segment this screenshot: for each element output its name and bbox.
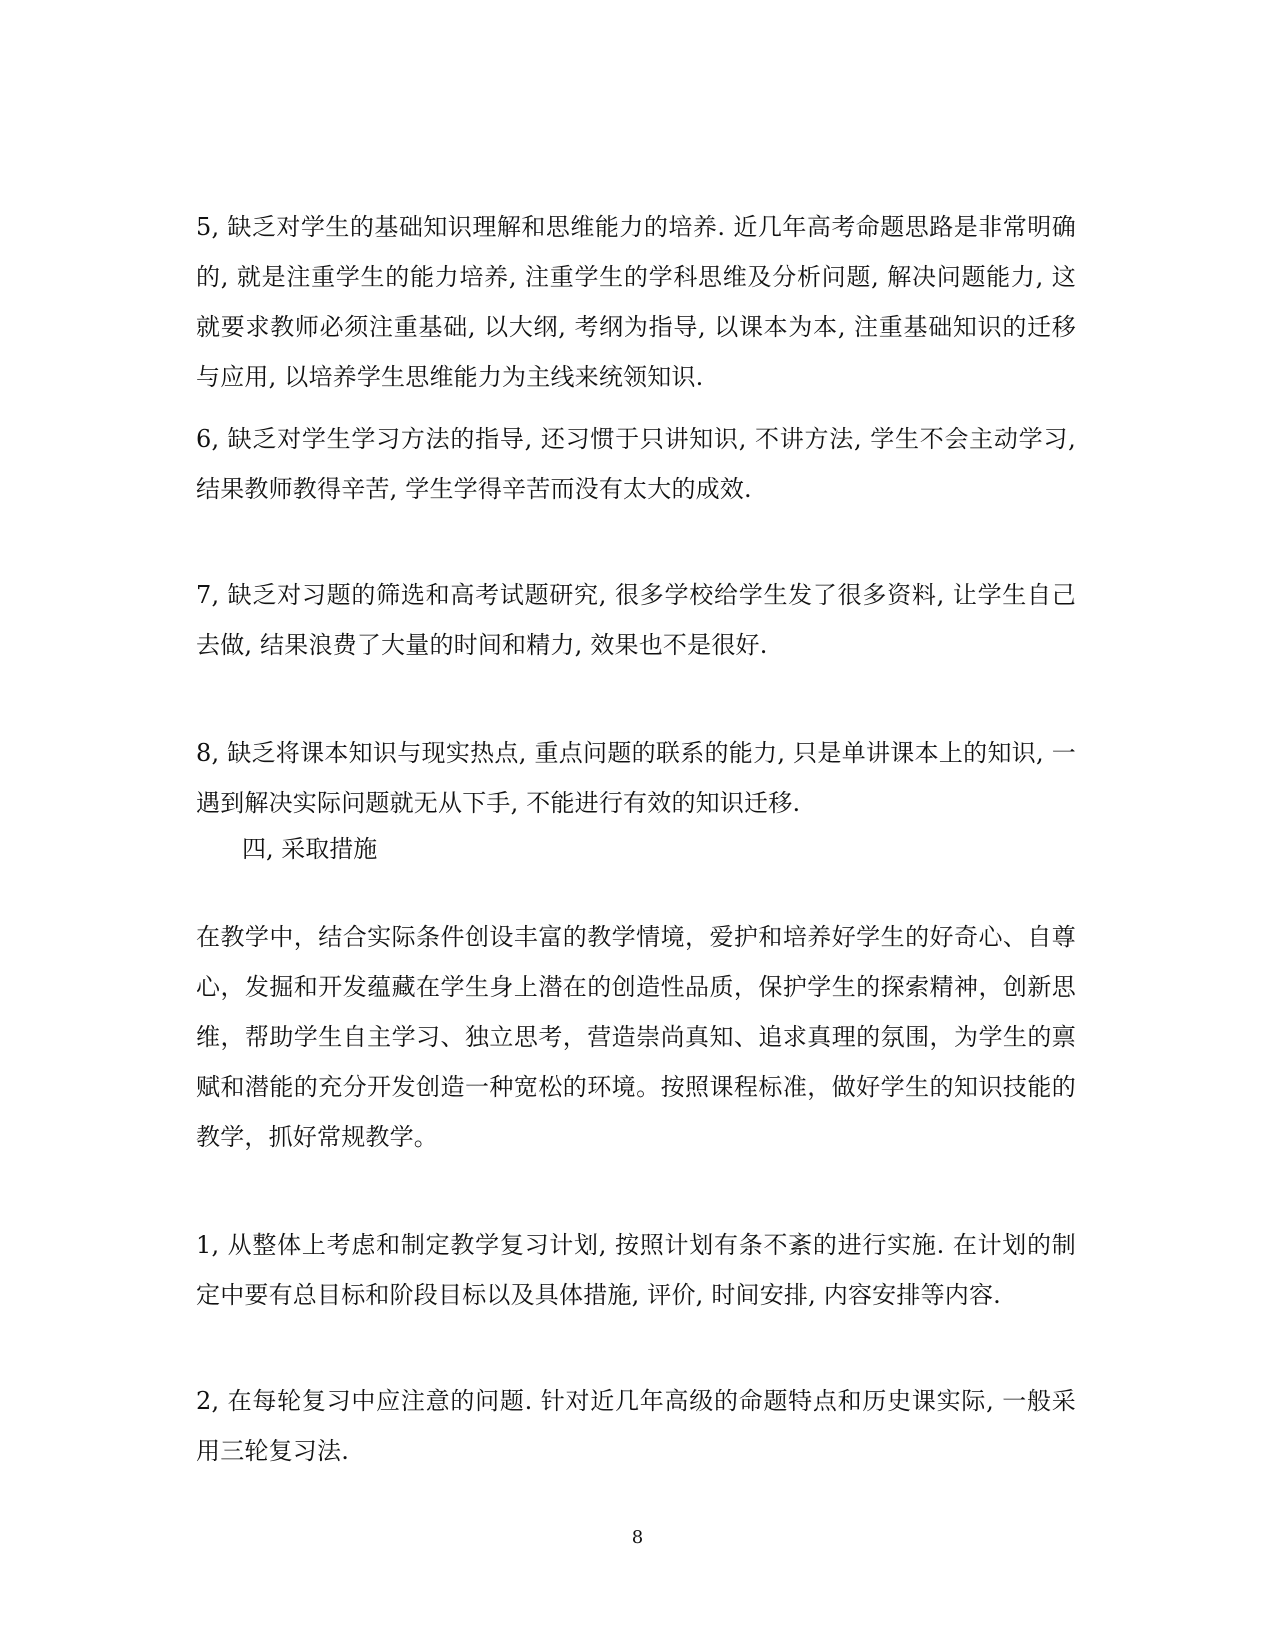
section-heading: 四, 采取措施 [242, 835, 378, 863]
paragraph-item-8: 8, 缺乏将课本知识与现实热点, 重点问题的联系的能力, 只是单讲课本上的知识, 一遇到解决实际问题就无从下手, 不能进行有效的知识迁移. [196, 739, 1076, 817]
page-number: 8 [631, 1527, 644, 1548]
paragraph-item-6: 6, 缺乏对学生学习方法的指导, 还习惯于只讲知识, 不讲方法, 学生不会主动学习, 结果教师教得辛苦, 学生学得辛苦而没有太大的成效. [196, 425, 1076, 503]
paragraph-item-7: 7, 缺乏对习题的筛选和高考试题研究, 很多学校给学生发了很多资料, 让学生自己去做, 结果浪费了大量的时间和精力, 效果也不是很好. [196, 581, 1076, 659]
paragraph-item-5: 5, 缺乏对学生的基础知识理解和思维能力的培养. 近几年高考命题思路是非常明确的, 就是注重学生的能力培养, 注重学生的学科思维及分析问题, 解决问题能力, 这就要求教师必须注重基础, 以大纲, 考纲为指导, 以课本为本, 注重基础知识的迁移与应用, 以培养学生思维能力为主线来统领知识. [196, 213, 1076, 391]
measure-item-1: 1, 从整体上考虑和制定教学复习计划, 按照计划有条不紊的进行实施. 在计划的制定中要有总目标和阶段目标以及具体措施, 评价, 时间安排, 内容安排等内容. [196, 1231, 1076, 1309]
measures-intro-paragraph: 在教学中，结合实际条件创设丰富的教学情境，爱护和培养好学生的好奇心、自尊心，发掘和开发蕴藏在学生身上潜在的创造性品质，保护学生的探索精神，创新思维，帮助学生自主学习、独立思考，营造崇尚真知、追求真理的氛围，为学生的禀赋和潜能的充分开发创造一种宽松的环境。按照课程标准，做好学生的知识技能的教学，抓好常规教学。 [196, 923, 1076, 1151]
measure-item-2: 2, 在每轮复习中应注意的问题. 针对近几年高级的命题特点和历史课实际, 一般采用三轮复习法. [196, 1387, 1076, 1465]
